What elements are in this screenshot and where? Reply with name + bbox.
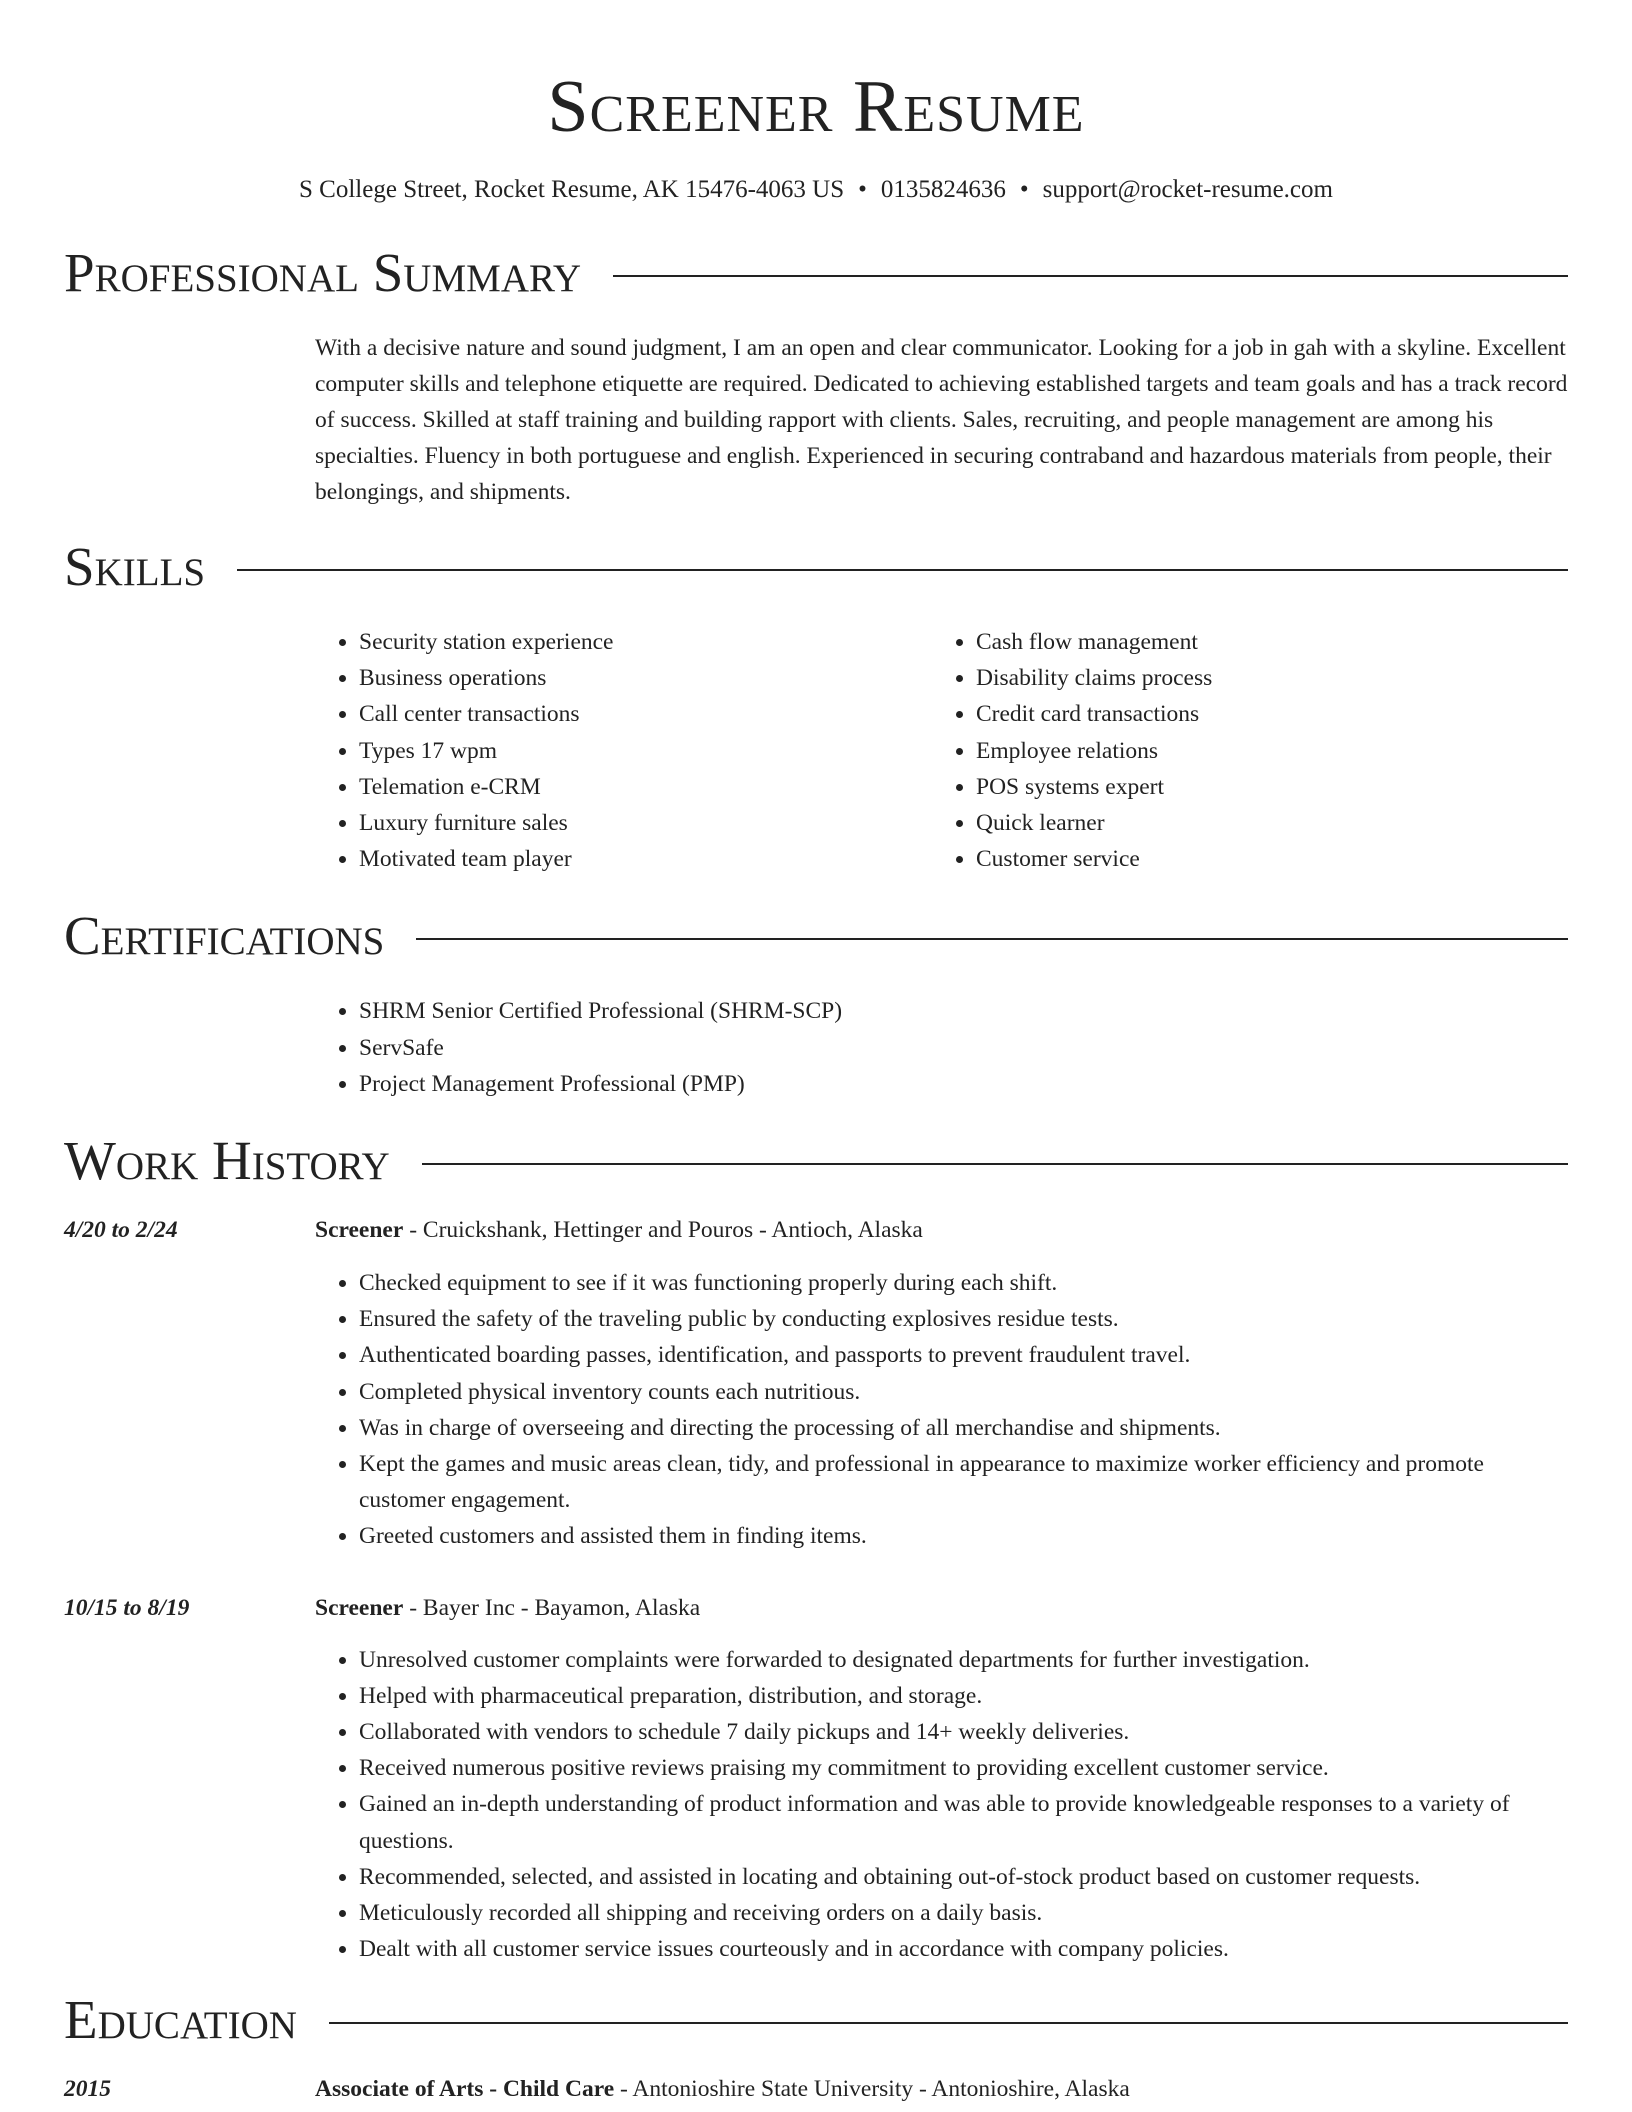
education-degree: Associate of Arts - Child Care [315, 2076, 615, 2103]
job-bullet: • Recommended, selected, and assisted in locating and obtaining out-of-stock product based on customer requests. [359, 1859, 1568, 1895]
job-bullet: • Unresolved customer complaints were forwarded to designated departments for further investigation. [359, 1642, 1568, 1678]
education-school: - Antonioshire State University - Antonioshire, Alaska [614, 2076, 1130, 2103]
job-bullet-list [315, 1642, 1568, 1968]
skill-item: • Security station experience [359, 624, 932, 660]
job-dates: 4/20 to 2/24 [64, 1217, 178, 1244]
skill-item: • Types 17 wpm [359, 733, 932, 769]
skill-item: • Cash flow management [976, 624, 1549, 660]
skill-item: • Employee relations [976, 733, 1549, 769]
contact-separator: • [1019, 176, 1029, 203]
resume-title: Screener Resume [547, 66, 1085, 148]
skills-title: Skills [64, 536, 206, 597]
contact-separator: • [858, 176, 867, 203]
summary-title: Professional Summary [64, 242, 582, 303]
job-bullet: • Completed physical inventory counts each nutritious. [359, 1374, 1568, 1410]
job-header [64, 1212, 1568, 1248]
job-employer: - Bayer Inc - Bayamon, Alaska [403, 1594, 701, 1621]
certification-item: • ServSafe [359, 1030, 1568, 1066]
job-bullet: • Dealt with all customer service issues courteously and in accordance with company policies. [359, 1931, 1568, 1967]
skill-item: • Quick learner [976, 805, 1549, 841]
skill-item: • Customer service [976, 841, 1549, 877]
contact-line [64, 174, 1568, 206]
job-bullet: • Greeted customers and assisted them in finding items. [359, 1518, 1568, 1554]
education-title: Education [64, 1989, 297, 2051]
skill-item: • POS systems expert [976, 769, 1549, 805]
job-entry [64, 1212, 1568, 1555]
skill-item: • Call center transactions [359, 696, 932, 732]
section-divider [237, 569, 1568, 571]
job-bullet: • Kept the games and music areas clean, tidy, and professional in appearance to maximize worker efficiency and promote customer engagement. [359, 1446, 1568, 1518]
education-header-row [64, 2071, 1568, 2107]
skills-section [64, 532, 1568, 877]
resume-page [64, 0, 1568, 2107]
job-bullet-list [315, 1265, 1568, 1555]
job-entry [64, 1590, 1568, 1968]
summary-header [64, 238, 1568, 308]
skill-item: • Credit card transactions [976, 696, 1549, 732]
work-history-section [64, 1126, 1568, 1967]
skill-item: • Business operations [359, 660, 932, 696]
job-bullets [315, 1265, 1568, 1555]
contact-phone: 0135824636 [880, 176, 1006, 203]
certifications-section [64, 901, 1568, 1102]
job-employer: - Cruickshank, Hettinger and Pouros - Antioch, Alaska [403, 1217, 923, 1244]
job-title-line [315, 1212, 923, 1248]
certifications-list [315, 993, 1568, 1102]
education-year: 2015 [64, 2076, 111, 2103]
work-history-header [64, 1126, 1568, 1196]
certifications-title: Certifications [64, 905, 385, 967]
job-dates: 10/15 to 8/19 [64, 1594, 190, 1621]
job-bullet: • Collaborated with vendors to schedule 7 daily pickups and 14+ weekly deliveries. [359, 1714, 1568, 1750]
job-role: Screener [315, 1217, 404, 1244]
education-entry [64, 2071, 1568, 2107]
job-bullet: • Gained an in-depth understanding of product information and was able to provide knowledgeable responses to a variety of questions. [359, 1786, 1568, 1858]
skills-list-left [315, 624, 932, 877]
section-divider [416, 938, 1568, 940]
job-bullet: • Ensured the safety of the traveling public by conducting explosives residue tests. [359, 1301, 1568, 1337]
skills-header [64, 532, 1568, 602]
job-role: Screener [315, 1594, 404, 1621]
job-bullet: • Authenticated boarding passes, identification, and passports to prevent fraudulent travel. [359, 1337, 1568, 1373]
job-header [64, 1590, 1568, 1626]
skill-item: • Luxury furniture sales [359, 805, 932, 841]
certifications-content [315, 993, 1568, 1102]
education-header [64, 1985, 1568, 2055]
section-divider [613, 275, 1568, 277]
contact-email[interactable]: support@rocket-resume.com [1042, 176, 1333, 203]
certification-item: • Project Management Professional (PMP) [359, 1066, 1568, 1102]
section-divider [329, 2022, 1568, 2024]
skill-item: • Telemation e-CRM [359, 769, 932, 805]
skill-item: • Motivated team player [359, 841, 932, 877]
education-section [64, 1985, 1568, 2107]
education-title-line [315, 2071, 1130, 2107]
certifications-header [64, 901, 1568, 971]
certification-item: • SHRM Senior Certified Professional (SHRM-SCP) [359, 993, 1568, 1029]
job-bullets [315, 1642, 1568, 1968]
job-title-line [315, 1590, 700, 1626]
summary-text: With a decisive nature and sound judgment, I am an open and clear communicator. Looking for a job in gah with a skyline. Excellent computer skills and telephone etiquette are required. Dedicated to achieving established targets and team goals and has a track record of success. Skilled at staff training and building rapport with clients. Sales, recruiting, and people management are among his specialties. Fluency in both portuguese and english. Experienced in securing contraband and hazardous materials from people, their belongings, and shipments. [315, 335, 1568, 505]
job-bullet: • Received numerous positive reviews praising my commitment to providing excellent customer service. [359, 1750, 1568, 1786]
work-history-title: Work History [64, 1130, 390, 1192]
skills-columns [315, 624, 1568, 877]
job-bullet: • Checked equipment to see if it was functioning properly during each shift. [359, 1265, 1568, 1301]
skills-list-right [932, 624, 1549, 877]
job-bullet: • Helped with pharmaceutical preparation, distribution, and storage. [359, 1678, 1568, 1714]
job-bullet: • Was in charge of overseeing and directing the processing of all merchandise and shipments. [359, 1410, 1568, 1446]
summary-section [64, 238, 1568, 510]
job-bullet: • Meticulously recorded all shipping and receiving orders on a daily basis. [359, 1895, 1568, 1931]
skill-item: • Disability claims process [976, 660, 1549, 696]
contact-address: S College Street, Rocket Resume, AK 15476-4063 US [299, 176, 845, 203]
section-divider [422, 1163, 1568, 1165]
